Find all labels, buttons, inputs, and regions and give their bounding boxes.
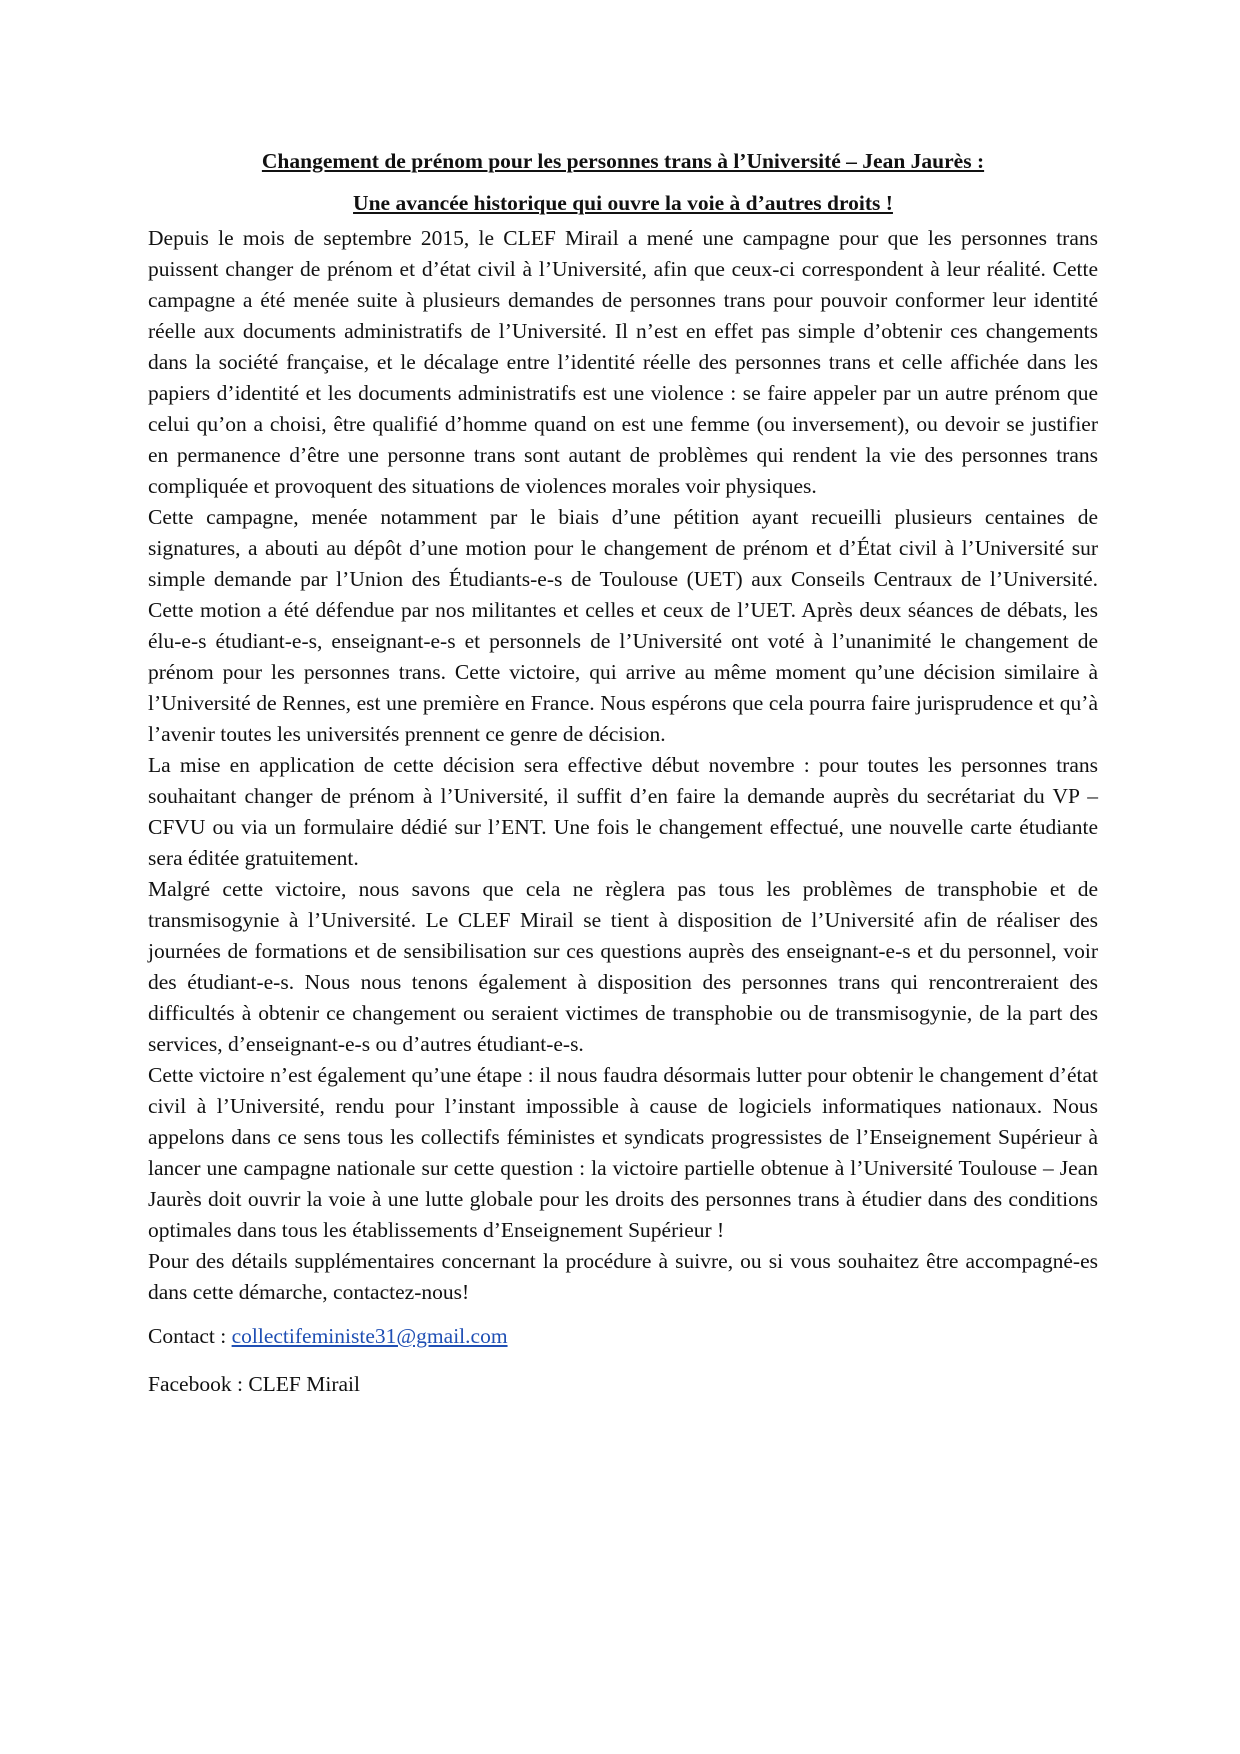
- document-title-line-1: Changement de prénom pour les personnes trans à l’Université – Jean Jaurès :: [261, 149, 985, 173]
- contact-label: Contact :: [148, 1324, 232, 1348]
- document-body: [148, 223, 1098, 1308]
- facebook-label: Facebook :: [148, 1372, 249, 1396]
- paragraph-1: Depuis le mois de septembre 2015, le CLEF Mirail a mené une campagne pour que les personnes trans puissent changer de prénom et d’état civil à l’Université, afin que ceux-ci correspondent à leur réalité. Cette campagne a été menée suite à plusieurs demandes de personnes trans pour pouvoir conformer leur identité réelle aux documents administratifs de l’Université. Il n’est en effet pas simple d’obtenir ces changements dans la société française, et le décalage entre l’identité réelle des personnes trans et celle affichée dans les papiers d’identité et les documents administratifs est une violence : se faire appeler par un autre prénom que celui qu’on a choisi, être qualifié d’homme quand on est une femme (ou inversement), ou devoir se justifier en permanence d’être une personne trans sont autant de problèmes qui rendent la vie des personnes trans compliquée et provoquent des situations de violences morales voir physiques.: [148, 226, 1098, 498]
- document-title-line-2: Une avancée historique qui ouvre la voie à d’autres droits !: [353, 191, 893, 215]
- document-page: [148, 0, 1098, 1400]
- facebook-name: CLEF Mirail: [248, 1372, 360, 1396]
- contact-line: [148, 1321, 1098, 1352]
- paragraph-4: Malgré cette victoire, nous savons que cela ne règlera pas tous les problèmes de transphobie et de transmisogynie à l’Université. Le CLEF Mirail se tient à disposition de l’Université afin de réaliser des journées de formations et de sensibilisation sur ces questions auprès des enseignant-e-s et du personnel, voir des étudiant-e-s. Nous nous tenons également à disposition des personnes trans qui rencontreraient des difficultés à obtenir ce changement ou seraient victimes de transphobie ou de transmisogynie, de la part des services, d’enseignant-e-s ou d’autres étudiant-e-s.: [148, 877, 1098, 1056]
- paragraph-3: La mise en application de cette décision sera effective début novembre : pour toutes les personnes trans souhaitant changer de prénom à l’Université, il suffit d’en faire la demande auprès du secrétariat du VP – CFVU ou via un formulaire dédié sur l’ENT. Une fois le changement effectué, une nouvelle carte étudiante sera éditée gratuitement.: [148, 753, 1098, 870]
- paragraph-6: Pour des détails supplémentaires concernant la procédure à suivre, ou si vous souhaitez être accompagné-es dans cette démarche, contactez-nous!: [148, 1249, 1098, 1304]
- facebook-line: [148, 1369, 1098, 1400]
- paragraph-5: Cette victoire n’est également qu’une étape : il nous faudra désormais lutter pour obtenir le changement d’état civil à l’Université, rendu pour l’instant impossible à cause de logiciels informatiques nationaux. Nous appelons dans ce sens tous les collectifs féministes et syndicats progressistes de l’Enseignement Supérieur à lancer une campagne nationale sur cette question : la victoire partielle obtenue à l’Université Toulouse – Jean Jaurès doit ouvrir la voie à une lutte globale pour les droits des personnes trans à étudier dans des conditions optimales dans tous les établissements d’Enseignement Supérieur !: [148, 1063, 1098, 1242]
- paragraph-2: Cette campagne, menée notamment par le biais d’une pétition ayant recueilli plusieurs centaines de signatures, a abouti au dépôt d’une motion pour le changement de prénom et d’État civil à l’Université sur simple demande par l’Union des Étudiants-e-s de Toulouse (UET) aux Conseils Centraux de l’Université. Cette motion a été défendue par nos militantes et celles et ceux de l’UET. Après deux séances de débats, les élu-e-s étudiant-e-s, enseignant-e-s et personnels de l’Université ont voté à l’unanimité le changement de prénom pour les personnes trans. Cette victoire, qui arrive au même moment qu’une décision similaire à l’Université de Rennes, est une première en France. Nous espérons que cela pourra faire jurisprudence et qu’à l’avenir toutes les universités prennent ce genre de décision.: [148, 505, 1098, 746]
- contact-email-link[interactable]: collectifeministe31@gmail.com: [231, 1324, 508, 1348]
